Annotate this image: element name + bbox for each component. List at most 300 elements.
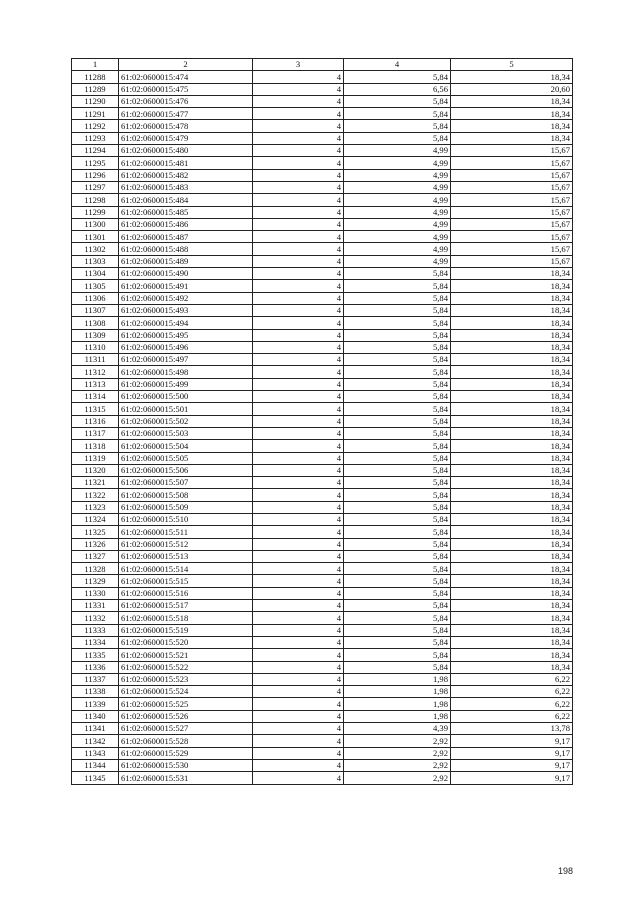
row-number-cell: 11340	[72, 710, 119, 722]
table-row	[72, 194, 573, 206]
column-3-cell: 4	[253, 218, 344, 230]
table-row	[72, 649, 573, 661]
column-5-cell: 18,34	[451, 71, 573, 83]
column-3-cell: 4	[253, 538, 344, 550]
row-number-cell: 11308	[72, 317, 119, 329]
column-5-cell: 18,34	[451, 624, 573, 636]
column-4-cell: 1,98	[344, 686, 451, 698]
cadastral-number-cell: 61:02:0600015:495	[119, 329, 253, 341]
table-row	[72, 686, 573, 698]
column-3-cell: 4	[253, 464, 344, 476]
table-row	[72, 501, 573, 513]
row-number-cell: 11323	[72, 501, 119, 513]
column-3-cell: 4	[253, 231, 344, 243]
column-3-cell: 4	[253, 673, 344, 685]
column-3-cell: 4	[253, 304, 344, 316]
row-number-cell: 11296	[72, 169, 119, 181]
column-5-cell: 18,34	[451, 354, 573, 366]
cadastral-number-cell: 61:02:0600015:481	[119, 157, 253, 169]
column-3-cell: 4	[253, 378, 344, 390]
column-4-cell: 5,84	[344, 501, 451, 513]
column-5-cell: 6,22	[451, 710, 573, 722]
cadastral-number-cell: 61:02:0600015:493	[119, 304, 253, 316]
column-5-cell: 18,34	[451, 391, 573, 403]
column-5-cell: 18,34	[451, 649, 573, 661]
column-3-cell: 4	[253, 341, 344, 353]
row-number-cell: 11307	[72, 304, 119, 316]
row-number-cell: 11317	[72, 427, 119, 439]
column-5-cell: 15,67	[451, 157, 573, 169]
row-number-cell: 11297	[72, 181, 119, 193]
column-4-cell: 5,84	[344, 563, 451, 575]
cadastral-number-cell: 61:02:0600015:501	[119, 403, 253, 415]
column-4-cell: 5,84	[344, 513, 451, 525]
column-5-cell: 6,22	[451, 698, 573, 710]
table-row	[72, 280, 573, 292]
row-number-cell: 11318	[72, 440, 119, 452]
row-number-cell: 11324	[72, 513, 119, 525]
column-3-cell: 4	[253, 526, 344, 538]
table-row	[72, 735, 573, 747]
table-row	[72, 403, 573, 415]
column-4-cell: 5,84	[344, 452, 451, 464]
cadastral-number-cell: 61:02:0600015:482	[119, 169, 253, 181]
column-5-cell: 18,34	[451, 292, 573, 304]
column-4-cell: 4,99	[344, 255, 451, 267]
column-5-cell: 15,67	[451, 243, 573, 255]
column-3-cell: 4	[253, 427, 344, 439]
table-row	[72, 354, 573, 366]
row-number-cell: 11336	[72, 661, 119, 673]
table-row	[72, 329, 573, 341]
column-5-cell: 18,34	[451, 563, 573, 575]
cadastral-number-cell: 61:02:0600015:516	[119, 587, 253, 599]
cadastral-number-cell: 61:02:0600015:524	[119, 686, 253, 698]
table-row	[72, 526, 573, 538]
cadastral-number-cell: 61:02:0600015:505	[119, 452, 253, 464]
column-3-cell: 4	[253, 452, 344, 464]
column-5-cell: 18,34	[451, 108, 573, 120]
table-row	[72, 157, 573, 169]
cadastral-number-cell: 61:02:0600015:480	[119, 145, 253, 157]
column-3-cell: 4	[253, 698, 344, 710]
column-5-cell: 15,67	[451, 181, 573, 193]
table-row	[72, 673, 573, 685]
row-number-cell: 11319	[72, 452, 119, 464]
column-4-cell: 5,84	[344, 649, 451, 661]
row-number-cell: 11322	[72, 489, 119, 501]
cadastral-number-cell: 61:02:0600015:478	[119, 120, 253, 132]
row-number-cell: 11298	[72, 194, 119, 206]
table-row	[72, 747, 573, 759]
table-row	[72, 181, 573, 193]
column-4-cell: 6,56	[344, 83, 451, 95]
column-3-cell: 4	[253, 169, 344, 181]
table-row	[72, 563, 573, 575]
column-4-cell: 4,99	[344, 206, 451, 218]
column-5-cell: 18,34	[451, 501, 573, 513]
column-3-cell: 4	[253, 440, 344, 452]
column-4-cell: 5,84	[344, 624, 451, 636]
row-number-cell: 11313	[72, 378, 119, 390]
cadastral-number-cell: 61:02:0600015:512	[119, 538, 253, 550]
row-number-cell: 11293	[72, 132, 119, 144]
header-cell-1: 1	[72, 59, 119, 71]
column-3-cell: 4	[253, 501, 344, 513]
column-5-cell: 18,34	[451, 317, 573, 329]
header-cell-4: 4	[344, 59, 451, 71]
row-number-cell: 11329	[72, 575, 119, 587]
column-5-cell: 9,17	[451, 772, 573, 784]
row-number-cell: 11338	[72, 686, 119, 698]
column-3-cell: 4	[253, 354, 344, 366]
table-row	[72, 489, 573, 501]
row-number-cell: 11301	[72, 231, 119, 243]
column-4-cell: 1,98	[344, 710, 451, 722]
column-3-cell: 4	[253, 686, 344, 698]
row-number-cell: 11312	[72, 366, 119, 378]
table-body	[72, 71, 573, 784]
column-4-cell: 4,39	[344, 723, 451, 735]
row-number-cell: 11292	[72, 120, 119, 132]
table-row	[72, 427, 573, 439]
table-row	[72, 243, 573, 255]
cadastral-number-cell: 61:02:0600015:477	[119, 108, 253, 120]
cadastral-number-cell: 61:02:0600015:492	[119, 292, 253, 304]
header-cell-2: 2	[119, 59, 253, 71]
cadastral-number-cell: 61:02:0600015:500	[119, 391, 253, 403]
column-4-cell: 5,84	[344, 132, 451, 144]
column-3-cell: 4	[253, 600, 344, 612]
cadastral-number-cell: 61:02:0600015:483	[119, 181, 253, 193]
column-4-cell: 5,84	[344, 415, 451, 427]
cadastral-number-cell: 61:02:0600015:490	[119, 268, 253, 280]
column-5-cell: 18,34	[451, 403, 573, 415]
column-5-cell: 15,67	[451, 218, 573, 230]
column-5-cell: 18,34	[451, 464, 573, 476]
table-row	[72, 145, 573, 157]
row-number-cell: 11294	[72, 145, 119, 157]
column-5-cell: 18,34	[451, 95, 573, 107]
row-number-cell: 11333	[72, 624, 119, 636]
table-row	[72, 292, 573, 304]
row-number-cell: 11302	[72, 243, 119, 255]
column-4-cell: 2,92	[344, 759, 451, 771]
column-5-cell: 18,34	[451, 477, 573, 489]
cadastral-number-cell: 61:02:0600015:488	[119, 243, 253, 255]
row-number-cell: 11332	[72, 612, 119, 624]
table-row	[72, 587, 573, 599]
column-4-cell: 5,84	[344, 317, 451, 329]
row-number-cell: 11303	[72, 255, 119, 267]
column-5-cell: 15,67	[451, 206, 573, 218]
column-5-cell: 18,34	[451, 440, 573, 452]
cadastral-number-cell: 61:02:0600015:504	[119, 440, 253, 452]
cadastral-number-cell: 61:02:0600015:506	[119, 464, 253, 476]
row-number-cell: 11327	[72, 550, 119, 562]
column-5-cell: 9,17	[451, 747, 573, 759]
cadastral-number-cell: 61:02:0600015:484	[119, 194, 253, 206]
column-3-cell: 4	[253, 83, 344, 95]
column-5-cell: 18,34	[451, 526, 573, 538]
row-number-cell: 11305	[72, 280, 119, 292]
header-cell-5: 5	[451, 59, 573, 71]
column-4-cell: 5,84	[344, 341, 451, 353]
column-4-cell: 5,84	[344, 268, 451, 280]
row-number-cell: 11345	[72, 772, 119, 784]
cadastral-number-cell: 61:02:0600015:486	[119, 218, 253, 230]
column-5-cell: 15,67	[451, 169, 573, 181]
column-4-cell: 5,84	[344, 587, 451, 599]
column-5-cell: 18,34	[451, 575, 573, 587]
column-4-cell: 5,84	[344, 526, 451, 538]
cadastral-number-cell: 61:02:0600015:518	[119, 612, 253, 624]
row-number-cell: 11316	[72, 415, 119, 427]
column-3-cell: 4	[253, 108, 344, 120]
column-3-cell: 4	[253, 391, 344, 403]
header-cell-3: 3	[253, 59, 344, 71]
cadastral-number-cell: 61:02:0600015:510	[119, 513, 253, 525]
column-5-cell: 18,34	[451, 452, 573, 464]
cadastral-number-cell: 61:02:0600015:475	[119, 83, 253, 95]
row-number-cell: 11300	[72, 218, 119, 230]
table-row	[72, 268, 573, 280]
row-number-cell: 11342	[72, 735, 119, 747]
column-3-cell: 4	[253, 366, 344, 378]
column-5-cell: 13,78	[451, 723, 573, 735]
column-3-cell: 4	[253, 132, 344, 144]
table-row	[72, 415, 573, 427]
column-3-cell: 4	[253, 292, 344, 304]
row-number-cell: 11290	[72, 95, 119, 107]
table-row	[72, 538, 573, 550]
cadastral-number-cell: 61:02:0600015:517	[119, 600, 253, 612]
column-3-cell: 4	[253, 255, 344, 267]
column-5-cell: 18,34	[451, 280, 573, 292]
column-4-cell: 4,99	[344, 181, 451, 193]
cadastral-number-cell: 61:02:0600015:502	[119, 415, 253, 427]
table-row	[72, 71, 573, 83]
column-4-cell: 5,84	[344, 391, 451, 403]
page-number: 198	[558, 866, 574, 876]
table-row	[72, 723, 573, 735]
column-4-cell: 5,84	[344, 550, 451, 562]
column-5-cell: 6,22	[451, 673, 573, 685]
column-3-cell: 4	[253, 415, 344, 427]
column-3-cell: 4	[253, 747, 344, 759]
column-4-cell: 4,99	[344, 218, 451, 230]
column-4-cell: 5,84	[344, 538, 451, 550]
column-5-cell: 15,67	[451, 145, 573, 157]
row-number-cell: 11325	[72, 526, 119, 538]
column-4-cell: 5,84	[344, 304, 451, 316]
column-3-cell: 4	[253, 489, 344, 501]
column-4-cell: 2,92	[344, 747, 451, 759]
column-4-cell: 5,84	[344, 612, 451, 624]
table-row	[72, 513, 573, 525]
table-row	[72, 636, 573, 648]
table-row	[72, 440, 573, 452]
cadastral-number-cell: 61:02:0600015:519	[119, 624, 253, 636]
cadastral-number-cell: 61:02:0600015:499	[119, 378, 253, 390]
column-5-cell: 18,34	[451, 600, 573, 612]
table-row	[72, 661, 573, 673]
column-4-cell: 4,99	[344, 231, 451, 243]
column-5-cell: 18,34	[451, 415, 573, 427]
header-row	[72, 59, 573, 71]
column-3-cell: 4	[253, 280, 344, 292]
column-5-cell: 18,34	[451, 120, 573, 132]
row-number-cell: 11341	[72, 723, 119, 735]
column-5-cell: 15,67	[451, 231, 573, 243]
cadastral-number-cell: 61:02:0600015:474	[119, 71, 253, 83]
column-3-cell: 4	[253, 194, 344, 206]
row-number-cell: 11288	[72, 71, 119, 83]
table-row	[72, 120, 573, 132]
column-5-cell: 18,34	[451, 612, 573, 624]
column-5-cell: 18,34	[451, 513, 573, 525]
table-row	[72, 132, 573, 144]
column-4-cell: 5,84	[344, 427, 451, 439]
column-4-cell: 5,84	[344, 71, 451, 83]
column-4-cell: 5,84	[344, 108, 451, 120]
table-row	[72, 464, 573, 476]
column-3-cell: 4	[253, 513, 344, 525]
table-row	[72, 391, 573, 403]
row-number-cell: 11295	[72, 157, 119, 169]
column-5-cell: 18,34	[451, 427, 573, 439]
column-5-cell: 18,34	[451, 304, 573, 316]
table-row	[72, 710, 573, 722]
column-4-cell: 5,84	[344, 477, 451, 489]
row-number-cell: 11321	[72, 477, 119, 489]
table-row	[72, 304, 573, 316]
column-4-cell: 5,84	[344, 661, 451, 673]
table-row	[72, 600, 573, 612]
row-number-cell: 11304	[72, 268, 119, 280]
column-3-cell: 4	[253, 206, 344, 218]
column-4-cell: 2,92	[344, 735, 451, 747]
column-3-cell: 4	[253, 612, 344, 624]
column-5-cell: 20,60	[451, 83, 573, 95]
column-4-cell: 4,99	[344, 169, 451, 181]
cadastral-number-cell: 61:02:0600015:485	[119, 206, 253, 218]
table-row	[72, 477, 573, 489]
table-row	[72, 95, 573, 107]
column-5-cell: 9,17	[451, 735, 573, 747]
column-5-cell: 18,34	[451, 587, 573, 599]
cadastral-number-cell: 61:02:0600015:503	[119, 427, 253, 439]
row-number-cell: 11335	[72, 649, 119, 661]
column-3-cell: 4	[253, 477, 344, 489]
column-3-cell: 4	[253, 710, 344, 722]
cadastral-number-cell: 61:02:0600015:509	[119, 501, 253, 513]
table-row	[72, 317, 573, 329]
table-header	[72, 59, 573, 71]
row-number-cell: 11315	[72, 403, 119, 415]
table-row	[72, 698, 573, 710]
column-3-cell: 4	[253, 71, 344, 83]
column-5-cell: 6,22	[451, 686, 573, 698]
column-3-cell: 4	[253, 268, 344, 280]
row-number-cell: 11299	[72, 206, 119, 218]
column-3-cell: 4	[253, 772, 344, 784]
table-row	[72, 575, 573, 587]
cadastral-number-cell: 61:02:0600015:508	[119, 489, 253, 501]
cadastral-number-cell: 61:02:0600015:520	[119, 636, 253, 648]
column-3-cell: 4	[253, 157, 344, 169]
table-row	[72, 366, 573, 378]
column-3-cell: 4	[253, 575, 344, 587]
table-row	[72, 452, 573, 464]
table-row	[72, 231, 573, 243]
row-number-cell: 11331	[72, 600, 119, 612]
cadastral-number-cell: 61:02:0600015:526	[119, 710, 253, 722]
column-4-cell: 2,92	[344, 772, 451, 784]
column-4-cell: 4,99	[344, 243, 451, 255]
cadastral-number-cell: 61:02:0600015:530	[119, 759, 253, 771]
column-5-cell: 18,34	[451, 550, 573, 562]
cadastral-number-cell: 61:02:0600015:528	[119, 735, 253, 747]
column-5-cell: 18,34	[451, 329, 573, 341]
column-4-cell: 5,84	[344, 292, 451, 304]
cadastral-number-cell: 61:02:0600015:522	[119, 661, 253, 673]
column-4-cell: 5,84	[344, 329, 451, 341]
column-4-cell: 5,84	[344, 636, 451, 648]
column-3-cell: 4	[253, 329, 344, 341]
column-5-cell: 15,67	[451, 255, 573, 267]
data-table	[71, 58, 573, 785]
column-3-cell: 4	[253, 563, 344, 575]
table-row	[72, 255, 573, 267]
table-row	[72, 772, 573, 784]
column-4-cell: 5,84	[344, 354, 451, 366]
row-number-cell: 11320	[72, 464, 119, 476]
table-row	[72, 550, 573, 562]
column-5-cell: 9,17	[451, 759, 573, 771]
row-number-cell: 11339	[72, 698, 119, 710]
column-4-cell: 5,84	[344, 403, 451, 415]
column-3-cell: 4	[253, 723, 344, 735]
cadastral-number-cell: 61:02:0600015:523	[119, 673, 253, 685]
column-5-cell: 15,67	[451, 194, 573, 206]
row-number-cell: 11326	[72, 538, 119, 550]
column-3-cell: 4	[253, 661, 344, 673]
column-5-cell: 18,34	[451, 132, 573, 144]
cadastral-number-cell: 61:02:0600015:491	[119, 280, 253, 292]
column-3-cell: 4	[253, 636, 344, 648]
table-row	[72, 108, 573, 120]
cadastral-number-cell: 61:02:0600015:507	[119, 477, 253, 489]
column-4-cell: 1,98	[344, 673, 451, 685]
table-row	[72, 624, 573, 636]
column-5-cell: 18,34	[451, 661, 573, 673]
cadastral-number-cell: 61:02:0600015:489	[119, 255, 253, 267]
row-number-cell: 11330	[72, 587, 119, 599]
cadastral-number-cell: 61:02:0600015:513	[119, 550, 253, 562]
cadastral-number-cell: 61:02:0600015:479	[119, 132, 253, 144]
cadastral-number-cell: 61:02:0600015:514	[119, 563, 253, 575]
column-5-cell: 18,34	[451, 341, 573, 353]
cadastral-number-cell: 61:02:0600015:487	[119, 231, 253, 243]
row-number-cell: 11310	[72, 341, 119, 353]
column-3-cell: 4	[253, 759, 344, 771]
column-3-cell: 4	[253, 587, 344, 599]
column-3-cell: 4	[253, 95, 344, 107]
column-3-cell: 4	[253, 181, 344, 193]
column-4-cell: 5,84	[344, 280, 451, 292]
column-5-cell: 18,34	[451, 489, 573, 501]
